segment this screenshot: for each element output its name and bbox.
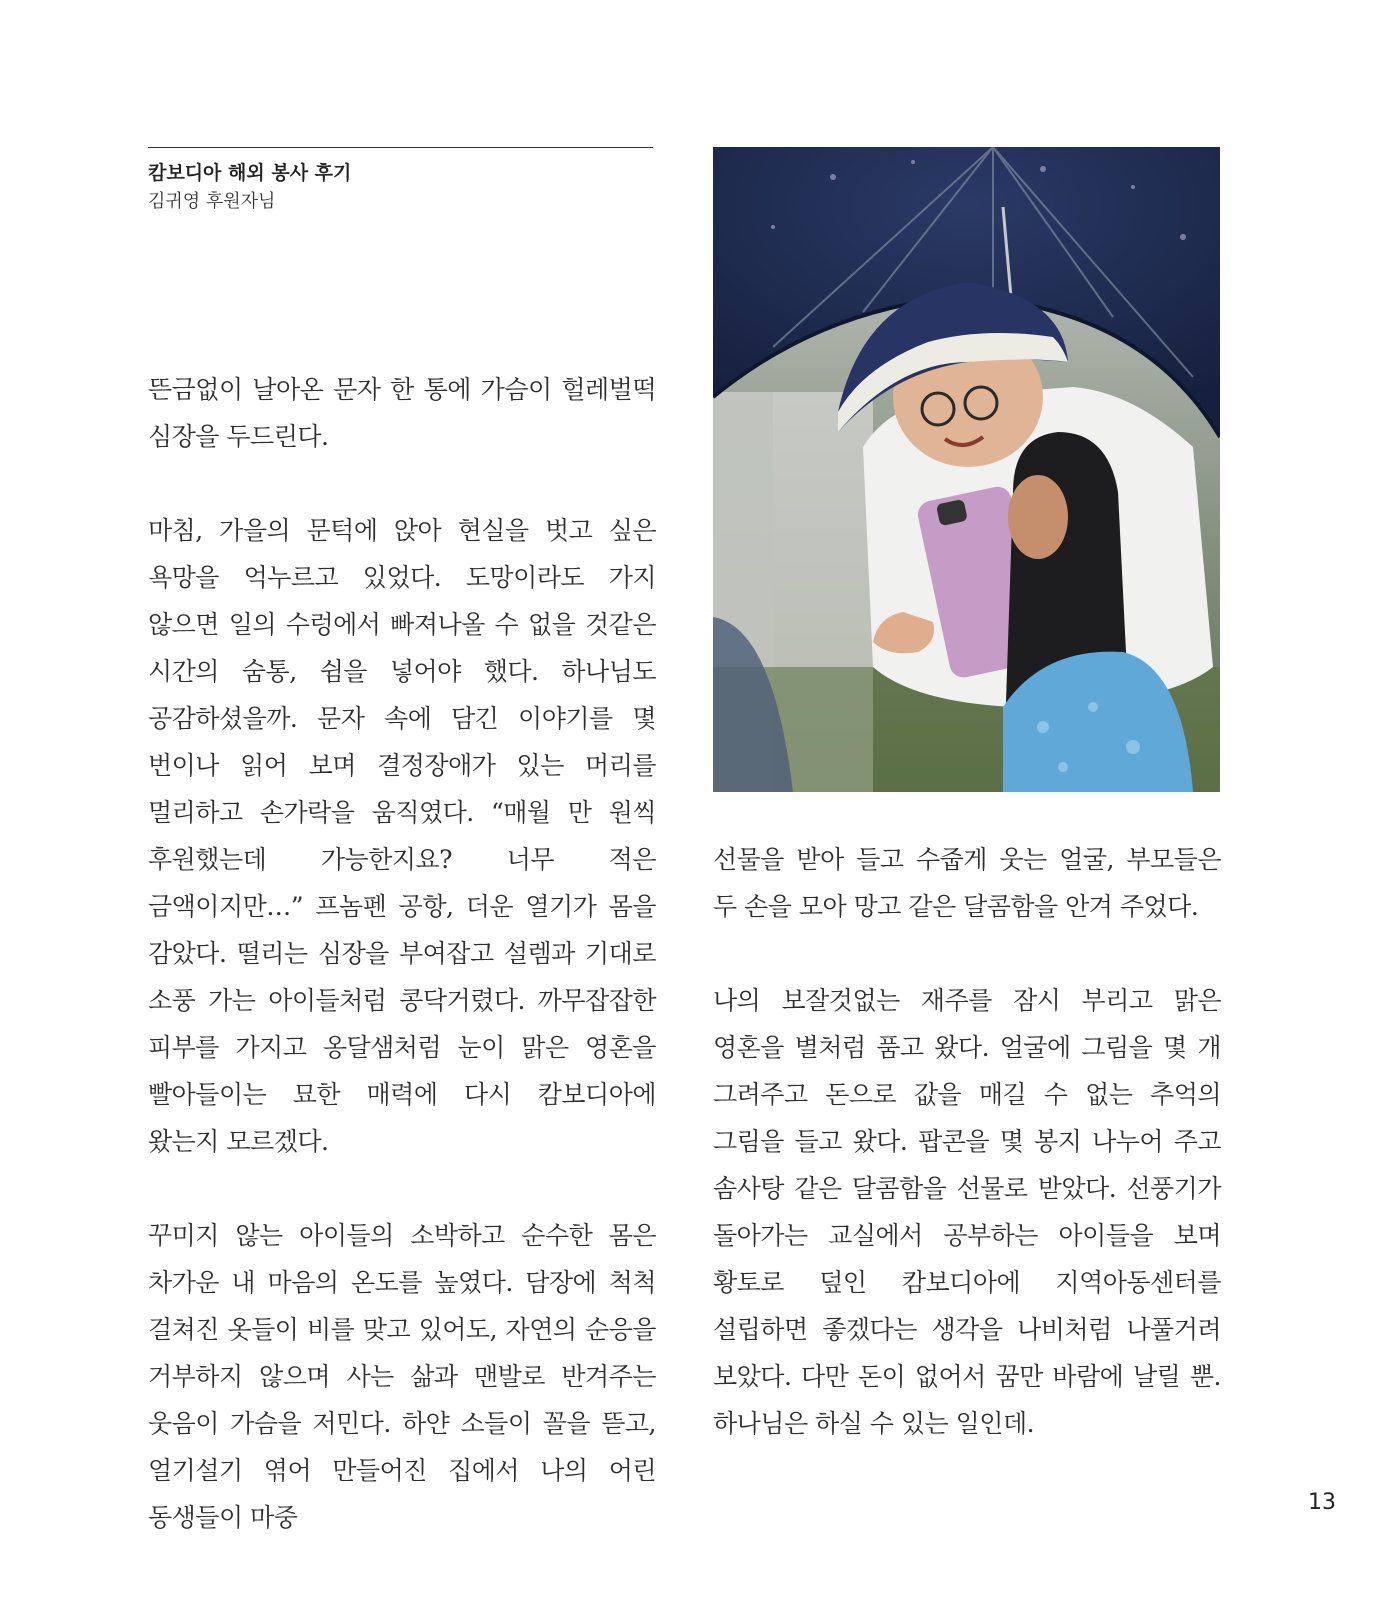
- left-text-column: [148, 366, 656, 1541]
- paragraph: 나의 보잘것없는 재주를 잠시 부리고 맑은 영혼을 별처럼 품고 왔다. 얼굴에 그림을 몇 개 그려주고 돈으로 값을 매길 수 없는 추억의 그림을 들고 왔다. 팝콘을 몇 봉지 나누어 주고 솜사탕 같은 달콤함을 선물로 받았다. 선풍기가 돌아가는 교실에서 공부하는 아이들을 보며 황토로 덮인 캄보디아에 지역아동센터를 설립하면 좋겠다는 생각을 나비처럼 나풀거려 보았다. 다만 돈이 없어서 꿈만 바람에 날릴 뿐. 하나님은 하실 수 있는 일인데.: [713, 986, 1221, 1438]
- article-photo: [713, 147, 1220, 792]
- article-header: [148, 158, 653, 216]
- right-text-column: [713, 836, 1221, 1447]
- photo-illustration: [713, 147, 1220, 792]
- page-number: 13: [1308, 1490, 1336, 1515]
- article-author: 김귀영 후원자님: [148, 191, 276, 212]
- paragraph: 마침, 가을의 문턱에 앉아 현실을 벗고 싶은 욕망을 억누르고 있었다. 도망이라도 가지 않으면 일의 수렁에서 빠져나올 수 없을 것같은 시간의 숨통, 쉼을 넣어야 했다. 하나님도 공감하셨을까. 문자 속에 담긴 이야기를 몇 번이나 읽어 보며 결정장애가 있는 머리를 멀리하고 손가락을 움직였다. “매월 만 원씩 후원했는데 가능한지요? 너무 적은 금액이지만…” 프놈펜 공항, 더운 열기가 몸을 감았다. 떨리는 심장을 부여잡고 설렘과 기대로 소풍 가는 아이들처럼 콩닥거렸다. 까무잡잡한 피부를 가지고 옹달샘처럼 눈이 맑은 영혼을 빨아들이는 묘한 매력에 다시 캄보디아에 왔는지 모르겠다.: [148, 516, 656, 1156]
- paragraph: 뜬금없이 날아온 문자 한 통에 가슴이 헐레벌떡 심장을 두드린다.: [148, 375, 656, 451]
- paragraph: 선물을 받아 들고 수줍게 웃는 얼굴, 부모들은 두 손을 모아 망고 같은 달콤함을 안겨 주었다.: [713, 845, 1221, 921]
- header-rule: [148, 147, 653, 148]
- paragraph: 꾸미지 않는 아이들의 소박하고 순수한 몸은 차가운 내 마음의 온도를 높였다. 담장에 척척 걸쳐진 옷들이 비를 맞고 있어도, 자연의 순응을 거부하지 않으며 사는 삶과 맨발로 반겨주는 웃음이 가슴을 저민다. 하얀 소들이 꼴을 뜯고, 얼기설기 엮어 만들어진 집에서 나의 어린 동생들이 마중: [148, 1221, 656, 1532]
- article-title: 캄보디아 해외 봉사 후기: [148, 162, 352, 184]
